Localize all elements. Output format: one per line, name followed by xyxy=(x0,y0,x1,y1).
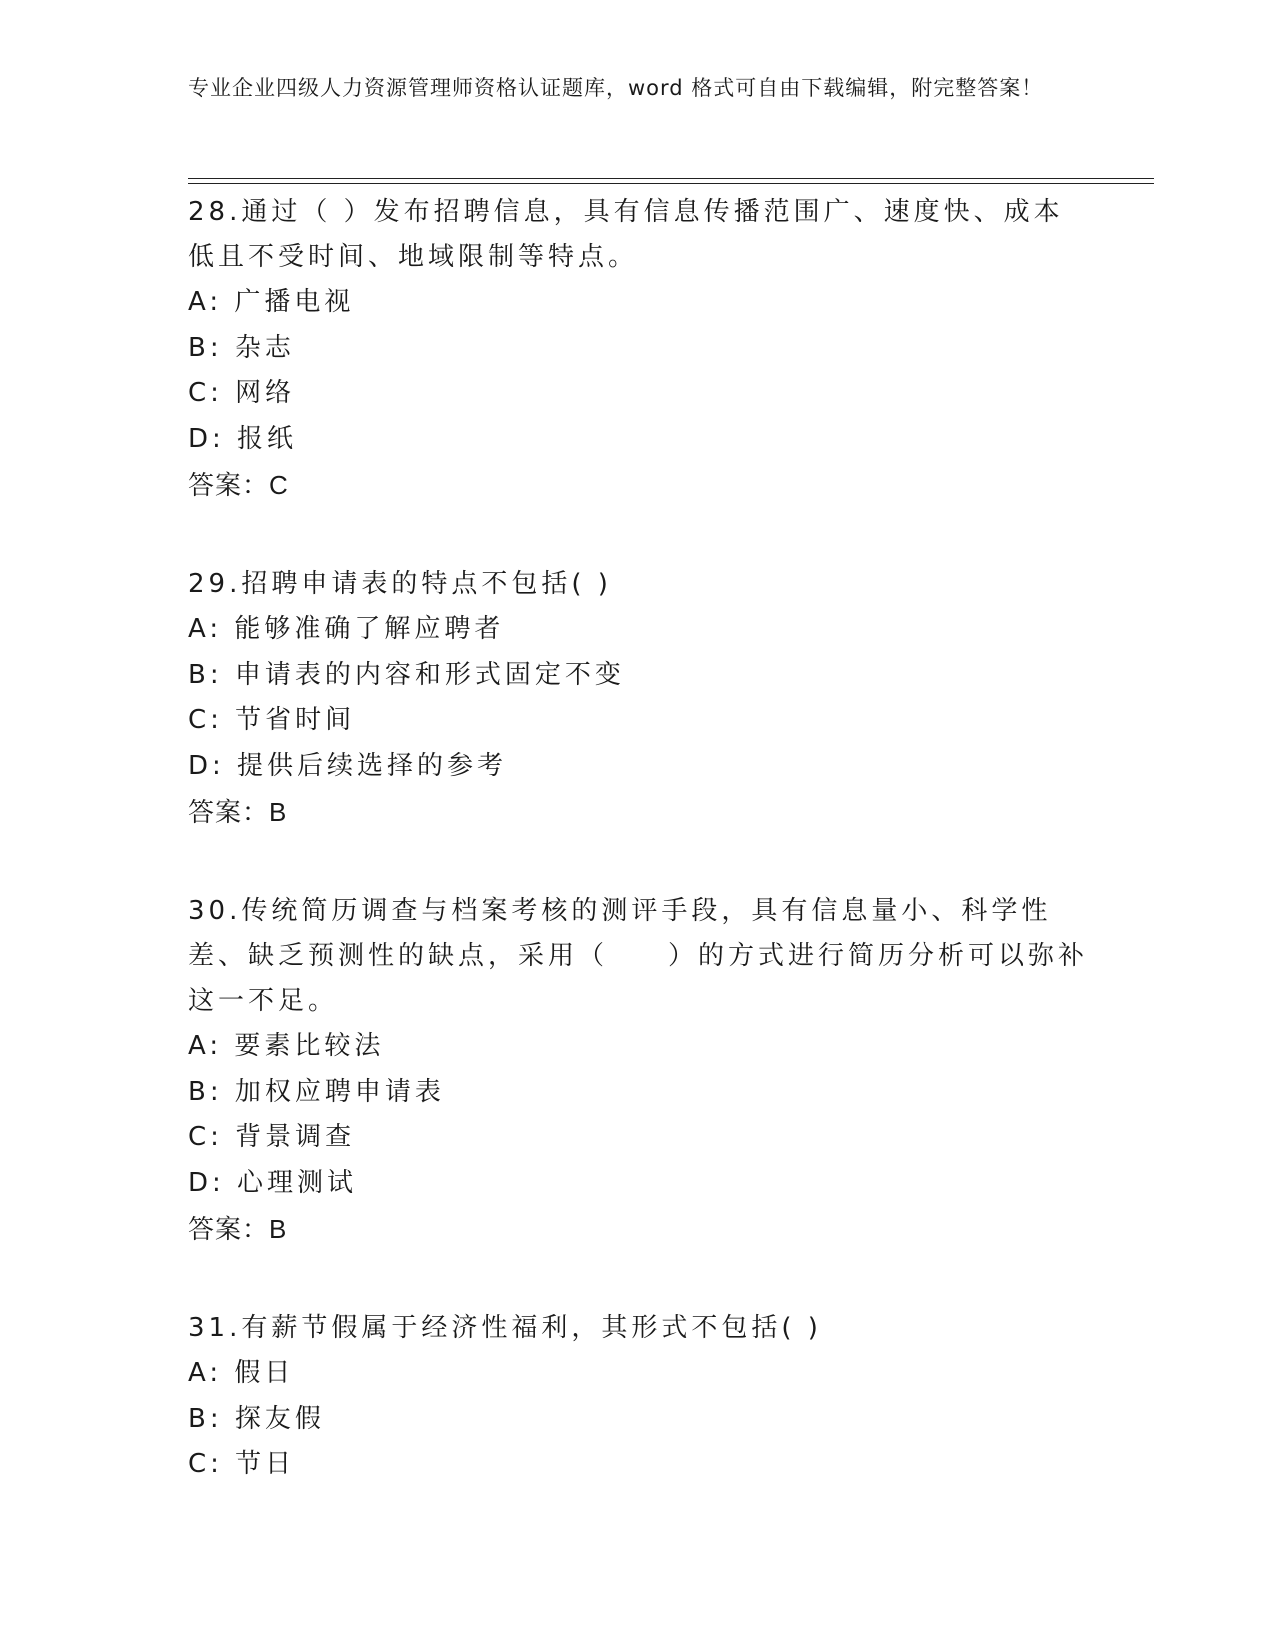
question-list xyxy=(188,190,1088,1542)
question-stem: 28.通过（ ）发布招聘信息，具有信息传播范围广、速度快、成本低且不受时间、地域限制等特点。 xyxy=(188,197,1064,272)
question-stem: 31.有薪节假属于经济性福利，其形式不包括( ) xyxy=(188,1313,822,1343)
question-28 xyxy=(188,190,1088,508)
answer: 答案：C xyxy=(188,470,289,500)
answer: 答案：B xyxy=(188,1214,288,1244)
option-c: C: 节日 xyxy=(188,1449,296,1479)
option-c: C: 网络 xyxy=(188,378,296,408)
option-c: C: 节省时间 xyxy=(188,705,356,735)
document-header: 专业企业四级人力资源管理师资格认证题库，word 格式可自由下载编辑，附完整答案！ xyxy=(188,76,1044,100)
option-d: D: 报纸 xyxy=(188,423,298,454)
option-a: A: 广播电视 xyxy=(188,287,355,317)
option-b: B: 申请表的内容和形式固定不变 xyxy=(188,659,625,690)
option-d: D: 心理测试 xyxy=(188,1167,358,1198)
option-a: A: 要素比较法 xyxy=(188,1031,385,1061)
option-a: A: 假日 xyxy=(188,1358,295,1388)
question-stem: 29.招聘申请表的特点不包括( ) xyxy=(188,569,612,599)
question-31 xyxy=(188,1306,1088,1488)
answer: 答案：B xyxy=(188,797,288,827)
question-30 xyxy=(188,889,1088,1252)
option-b: B: 加权应聘申请表 xyxy=(188,1076,445,1107)
header-divider-bottom xyxy=(188,183,1154,184)
question-29 xyxy=(188,562,1088,835)
header-divider-top xyxy=(188,178,1154,179)
option-b: B: 探友假 xyxy=(188,1403,325,1434)
question-stem: 30.传统简历调查与档案考核的测评手段，具有信息量小、科学性差、缺乏预测性的缺点，采用（ ）的方式进行简历分析可以弥补这一不足。 xyxy=(188,896,1089,1016)
option-c: C: 背景调查 xyxy=(188,1122,356,1152)
option-d: D: 提供后续选择的参考 xyxy=(188,750,508,781)
option-a: A: 能够准确了解应聘者 xyxy=(188,614,505,644)
option-b: B: 杂志 xyxy=(188,332,295,363)
